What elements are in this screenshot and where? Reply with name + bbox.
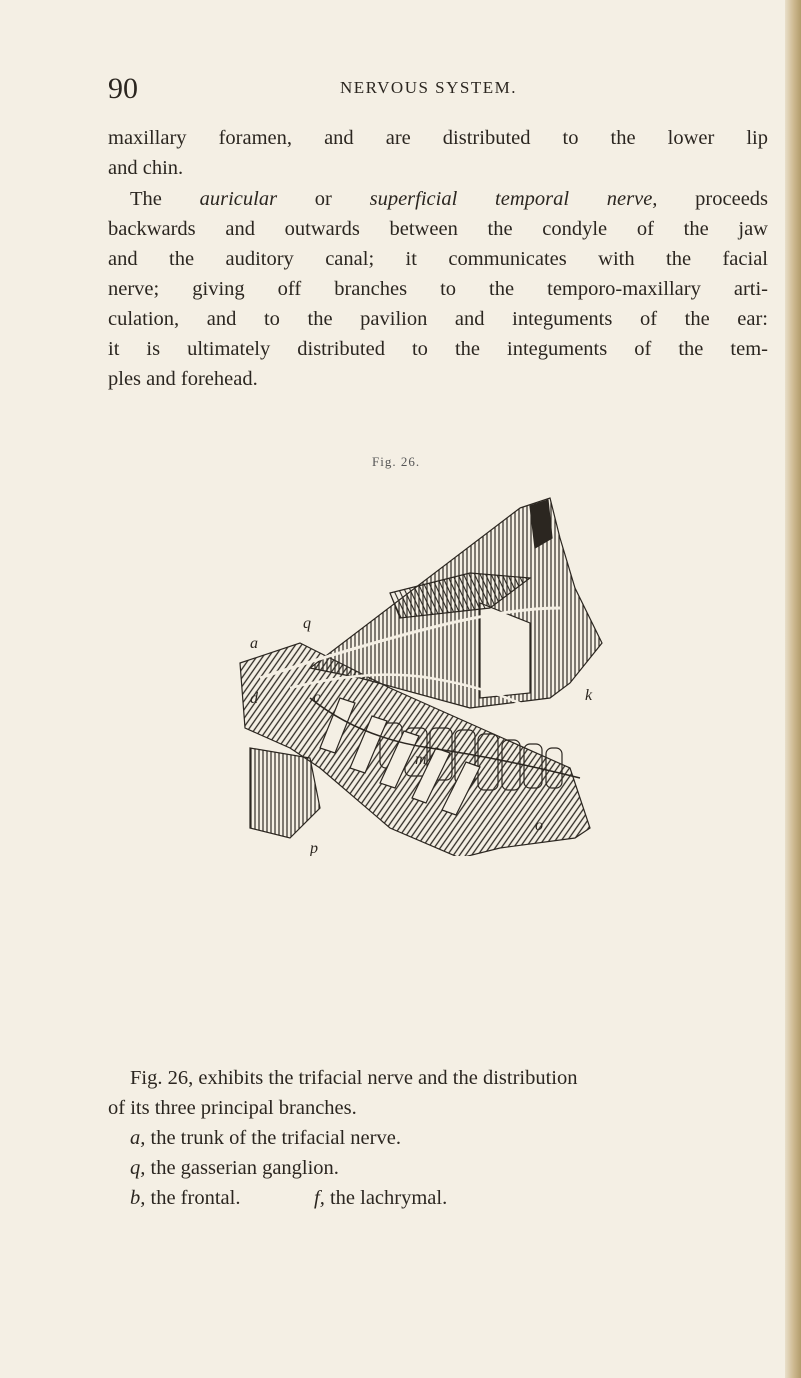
trifacial-nerve-engraving <box>230 478 610 856</box>
caption-letter: b, <box>130 1187 146 1209</box>
text-line <box>108 184 768 214</box>
italic-term-superficial-temporal-nerve: superficial temporal nerve, <box>369 188 658 210</box>
figure-label-m: m <box>415 751 427 768</box>
running-head: NERVOUS SYSTEM. <box>340 78 517 97</box>
paragraph-continuation <box>108 123 768 183</box>
figure-title: Fig. 26. <box>372 454 421 469</box>
caption-text: the frontal. <box>145 1187 241 1209</box>
text-line: and chin. <box>108 157 184 179</box>
caption-item-f <box>314 1183 447 1213</box>
figure-label-p: p <box>310 840 318 856</box>
caption-item-b <box>130 1187 240 1209</box>
figure-label-d: d <box>250 690 258 707</box>
figure-label-q: q <box>303 615 311 632</box>
text-run: or <box>277 188 370 210</box>
text-line: and the auditory canal; it communicates with the facial <box>108 248 768 270</box>
caption-text: the lachrymal. <box>324 1187 448 1209</box>
figure-label-o: o <box>535 817 543 834</box>
text-line: culation, and to the pavilion and integuments of the ear: <box>108 308 768 330</box>
caption-line: of its three principal branches. <box>108 1097 357 1119</box>
italic-term-auricular: auricular <box>199 188 278 210</box>
caption-line: Fig. 26, exhibits the trifacial nerve and the distribution <box>130 1067 578 1089</box>
paragraph-auricular-nerve <box>108 184 768 394</box>
text-run: The <box>130 188 200 210</box>
caption-item-q <box>108 1153 768 1183</box>
figure-label-k: k <box>585 687 593 704</box>
page-number: 90 <box>108 72 138 105</box>
text-line: nerve; giving off branches to the temporo-maxillary arti- <box>108 278 768 300</box>
caption-letter: f, <box>314 1187 325 1209</box>
caption-text: the trunk of the trifacial nerve. <box>145 1127 401 1149</box>
caption-text: the gasserian ganglion. <box>145 1157 339 1179</box>
caption-item-a <box>108 1123 768 1153</box>
text-line: ples and forehead. <box>108 368 258 390</box>
page-edge-shadow <box>785 0 801 1378</box>
text-line: backwards and outwards between the condyle of the jaw <box>108 218 768 240</box>
figure-label-c: c <box>313 689 321 706</box>
caption-item-pair <box>108 1183 768 1213</box>
text-run: proceeds <box>657 188 769 210</box>
figure-label-a: a <box>250 635 258 652</box>
skull-outline <box>240 498 602 856</box>
text-line: maxillary foramen, and are distributed to the lower lip <box>108 127 768 149</box>
figure-caption <box>108 1063 768 1213</box>
text-line: it is ultimately distributed to the integuments of the tem- <box>108 338 768 360</box>
caption-letter: q, <box>130 1157 146 1179</box>
caption-letter: a, <box>130 1127 146 1149</box>
page-header <box>108 72 748 112</box>
